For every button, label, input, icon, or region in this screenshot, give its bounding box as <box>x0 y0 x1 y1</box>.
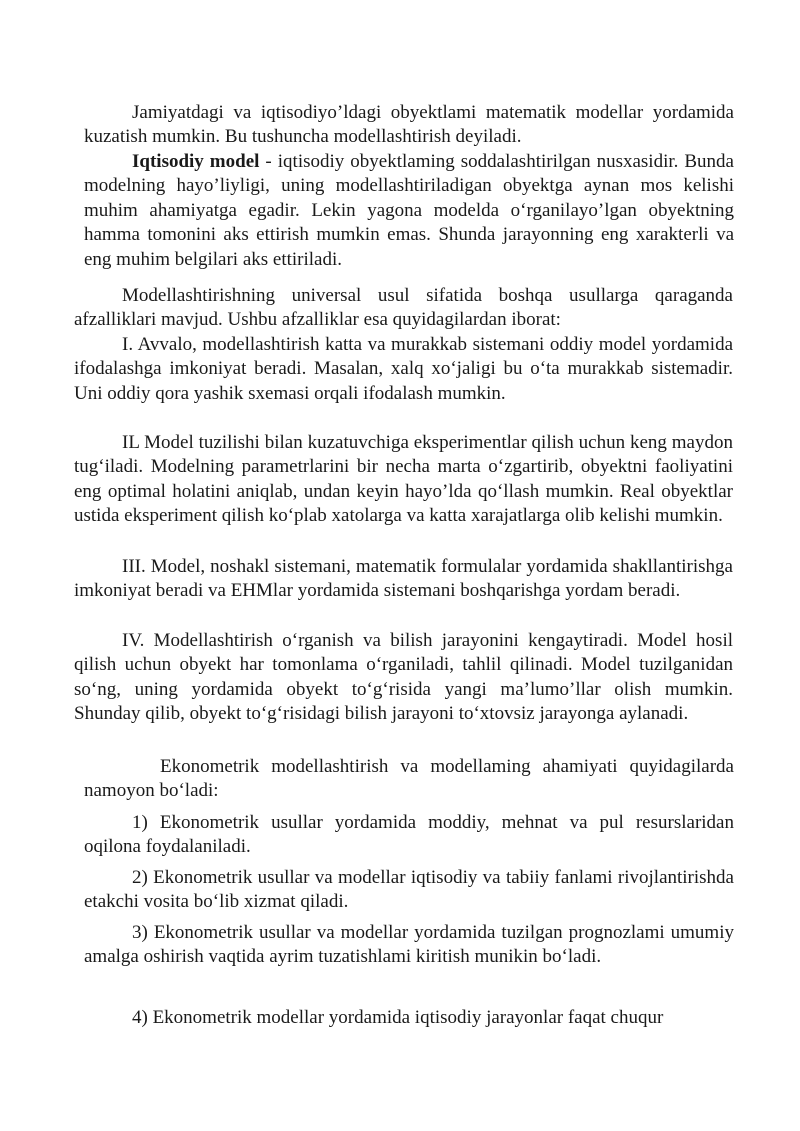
paragraph-text: IL Model tuzilishi bilan kuzatuvchiga eksperimentlar qilish uchun keng maydon tug‘iladi. Modelning parametrlarini bir necha marta o‘zgartirib, obyektni faoliyatini eng optimal holatini aniqlab, undan keyin hayo’lda qo‘llash mumkin. Real obyektlar ustida eksperiment qilish ko‘plab xatolarga va katta xarajatlarga olib kelishi mumkin. <box>74 432 733 527</box>
paragraph-text: 3) Ekonometrik usullar va modellar yordamida tuzilgan prognozlami umumiy amalga oshirish vaqtida ayrim tuzatishlami kiritish munikin bo‘ladi. <box>84 922 734 968</box>
paragraph-text: 4) Ekonometrik modellar yordamida iqtisodiy jarayonlar faqat chuqur <box>132 1007 664 1028</box>
list-item-4 <box>84 1006 744 1030</box>
paragraph-2 <box>84 150 734 272</box>
paragraph-text: IV. Modellashtirish o‘rganish va bilish jarayonini kengaytiradi. Model hosil qilish uchun obyekt har tomonlama o‘rganiladi, tahlil qilinadi. Model tuzilganidan so‘ng, uning yordamida obyekt to‘g‘risida yangi ma’lumo’llar olish mumkin. Shunday qilib, obyekt to‘g‘risidagi bilish jarayoni to‘xtovsiz jarayonga aylanadi. <box>74 630 733 725</box>
paragraph-5 <box>74 431 733 529</box>
list-item-2 <box>84 866 734 915</box>
paragraph-1 <box>84 101 734 150</box>
paragraph-text: I. Avvalo, modellashtirish katta va murakkab sistemani oddiy model yordamida ifodalashga imkoniyat beradi. Masalan, xalq xo‘jaligi bu o‘ta murakkab sistemadir. Uni oddiy qora yashik sxemasi orqali ifodalash mumkin. <box>74 334 733 404</box>
paragraph-7 <box>74 629 733 727</box>
paragraph-4 <box>74 333 733 406</box>
paragraph-3 <box>74 284 733 333</box>
list-item-3 <box>84 921 734 970</box>
paragraph-text: Ekonometrik modellashtirish va modellaming ahamiyati quyidagilarda namoyon bo‘ladi: <box>84 756 734 802</box>
paragraph-text: - iqtisodiy obyektlaming soddalashtirilgan nusxasidir. Bunda modelning hayo’liyligi, uning modellashtiriladigan obyektga aynan mos kelishi muhim ahamiyatga egadir. Lekin yagona modelda o‘rganilayo’lgan obyektning hamma tomonini aks ettirish mumkin emas. Shunda jarayonning eng xarakterli va eng muhim belgilari aks ettiriladi. <box>84 151 734 270</box>
paragraph-6 <box>74 555 733 604</box>
paragraph-text: Modellashtirishning universal usul sifatida boshqa usullarga qaraganda afzalliklari mavjud. Ushbu afzalliklar esa quyidagilardan iborat: <box>74 285 733 331</box>
paragraph-8 <box>84 755 734 804</box>
bold-term: Iqtisodiy model <box>132 151 260 172</box>
paragraph-text: 1) Ekonometrik usullar yordamida moddiy, mehnat va pul resurslaridan oqilona foydalaniladi. <box>84 812 734 858</box>
list-item-1 <box>84 811 734 860</box>
paragraph-text: Jamiyatdagi va iqtisodiyo’ldagi obyektlami matematik modellar yordamida kuzatish mumkin. Bu tushuncha modellashtirish deyiladi. <box>84 102 734 148</box>
paragraph-text: III. Model, noshakl sistemani, matematik formulalar yordamida shakllantirishga imkoniyat beradi va EHMlar yordamida sistemani boshqarishga yordam beradi. <box>74 556 733 602</box>
paragraph-text: 2) Ekonometrik usullar va modellar iqtisodiy va tabiiy fanlami rivojlantirishda etakchi vosita bo‘lib xizmat qiladi. <box>84 867 734 913</box>
